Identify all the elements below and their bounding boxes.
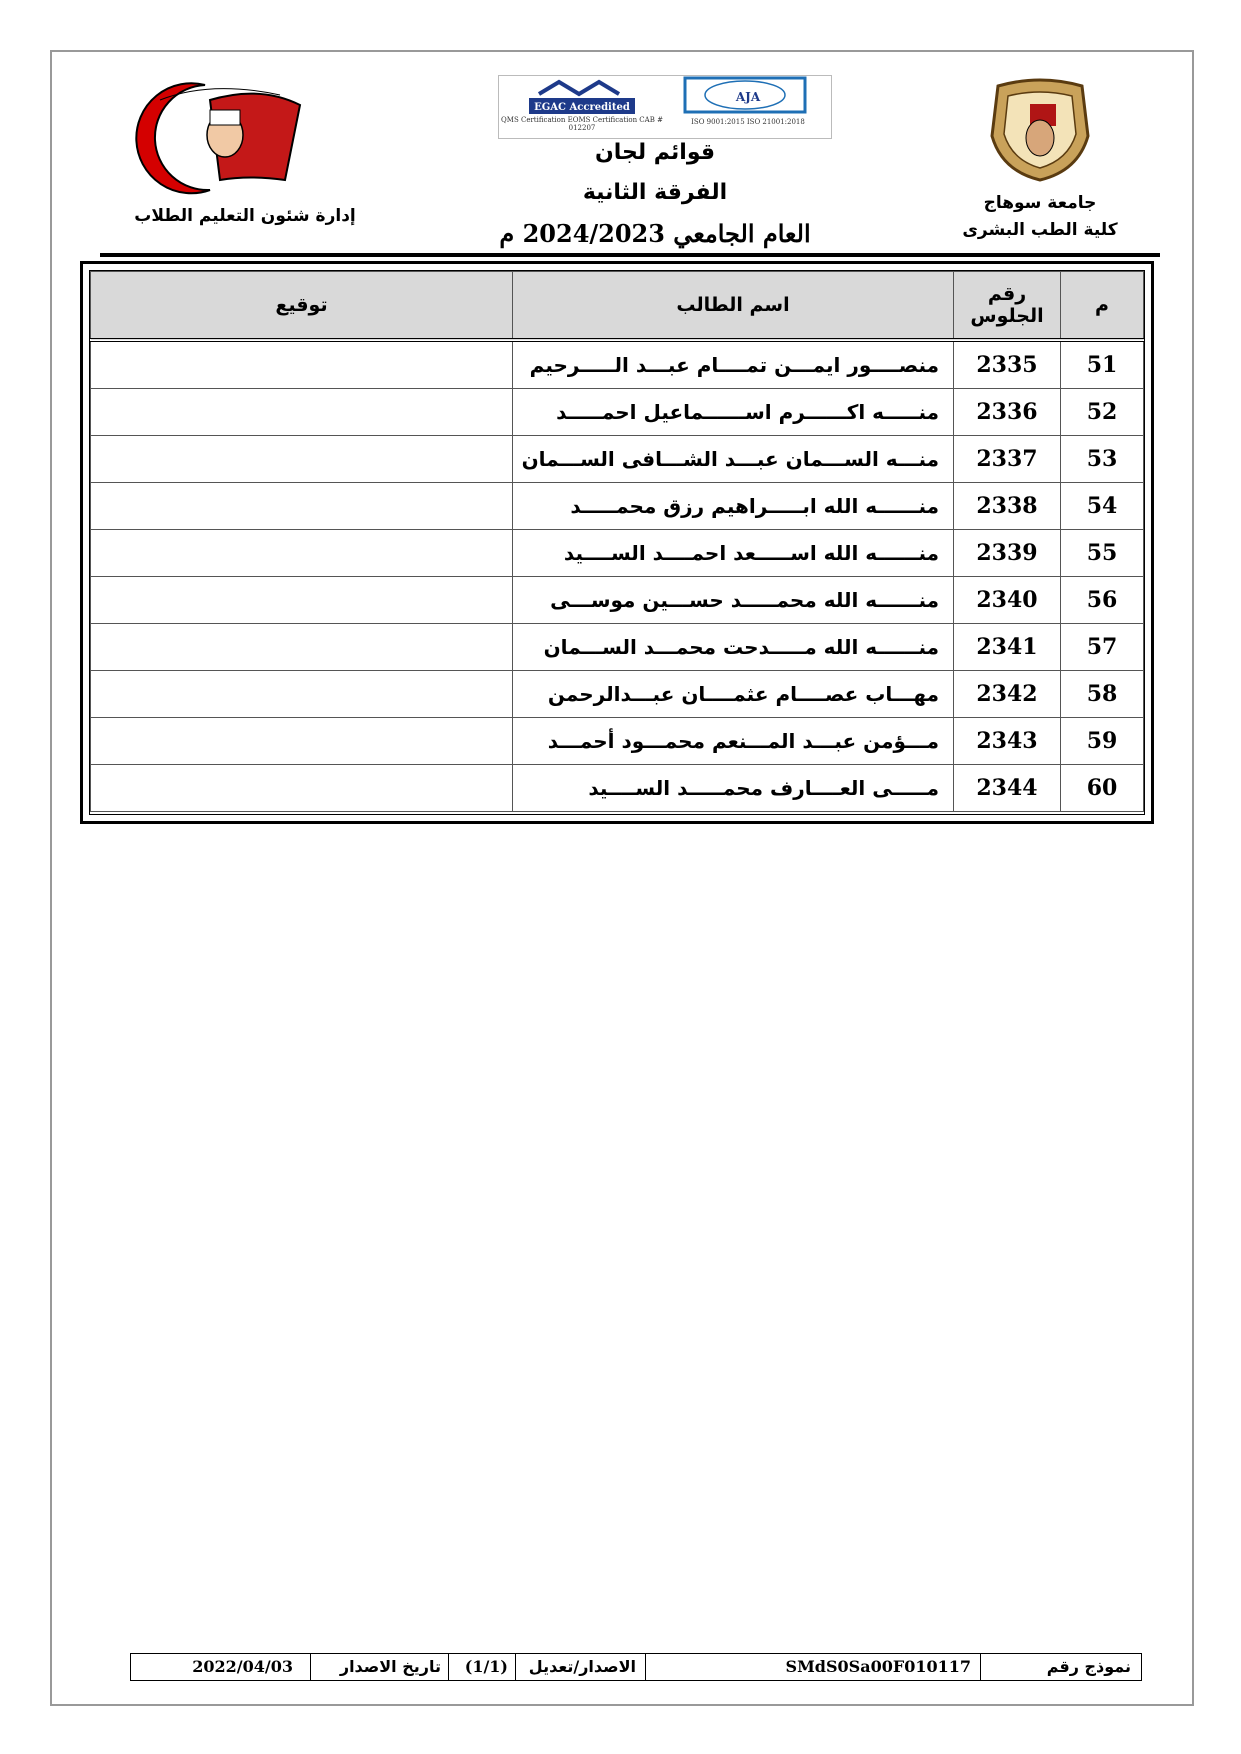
row-seat-number: 2343 xyxy=(954,718,1061,765)
row-student-name: مهـــاب عصــــام عثمــــان عبـــدالرحمن xyxy=(513,671,954,718)
row-serial: 55 xyxy=(1061,530,1144,577)
aja-text: AJA xyxy=(735,90,761,104)
footer-separator xyxy=(448,1654,449,1680)
table-row xyxy=(91,765,1144,812)
footer-separator xyxy=(645,1654,646,1680)
row-serial: 53 xyxy=(1061,436,1144,483)
table-row xyxy=(91,718,1144,765)
row-signature xyxy=(91,389,513,436)
row-signature xyxy=(91,436,513,483)
row-seat-number: 2341 xyxy=(954,624,1061,671)
table-row xyxy=(91,389,1144,436)
certification-logos xyxy=(498,75,832,139)
row-serial: 56 xyxy=(1061,577,1144,624)
row-student-name: مـــــى العــــارف محمـــــد الســــيد xyxy=(513,765,954,812)
aja-small: ISO 9001:2015 ISO 21001:2018 xyxy=(691,118,805,126)
row-seat-number: 2340 xyxy=(954,577,1061,624)
university-name: جامعة سوهاج xyxy=(983,193,1097,213)
row-serial: 51 xyxy=(1061,340,1144,389)
page-title: قوائم لجان xyxy=(594,140,716,165)
row-signature xyxy=(91,530,513,577)
table-row xyxy=(91,671,1144,718)
row-serial: 54 xyxy=(1061,483,1144,530)
egac-text: EGAC Accredited xyxy=(534,102,630,113)
row-seat-number: 2335 xyxy=(954,340,1061,389)
egac-logo xyxy=(499,76,665,138)
table-row xyxy=(91,624,1144,671)
row-student-name: منـــه الســـمان عبـــد الشـــافى الســـمان xyxy=(513,436,954,483)
row-seat-number: 2339 xyxy=(954,530,1061,577)
row-student-name: منــــــه الله مـــــدحت محمـــد الســـمان xyxy=(513,624,954,671)
table-row xyxy=(91,483,1144,530)
row-signature xyxy=(91,577,513,624)
row-student-name: منــــــه الله ابـــــراهيم رزق محمـــــد xyxy=(513,483,954,530)
issue-date-label: تاريخ الاصدار xyxy=(339,1657,441,1676)
row-signature xyxy=(91,765,513,812)
col-serial-header: م xyxy=(1061,272,1144,341)
dept-name: إدارة شئون التعليم الطلاب xyxy=(134,206,356,226)
row-student-name: مـــؤمن عبـــد المـــنعم محمـــود أحمـــد xyxy=(513,718,954,765)
col-seat-header: رقم الجلوس xyxy=(954,272,1061,341)
table-row xyxy=(91,577,1144,624)
issue-label: الاصدار/تعديل xyxy=(528,1657,636,1676)
col-signature-header: توقيع xyxy=(91,272,513,341)
row-student-name: منـــــه اكــــــرم اســــــماعيل احمـــــد xyxy=(513,389,954,436)
year-level: الفرقة الثانية xyxy=(582,180,728,205)
egac-small: QMS Certification EOMS Certification CAB # 012207 xyxy=(501,116,663,132)
row-seat-number: 2342 xyxy=(954,671,1061,718)
issue-date: 2022/04/03 xyxy=(192,1657,293,1676)
row-signature xyxy=(91,671,513,718)
table-row xyxy=(91,436,1144,483)
row-seat-number: 2337 xyxy=(954,436,1061,483)
footer-separator xyxy=(310,1654,311,1680)
col-name-header: اسم الطالب xyxy=(513,272,954,341)
faculty-name: كلية الطب البشرى xyxy=(962,220,1118,240)
university-logo xyxy=(978,76,1102,184)
row-student-name: منــــــه الله محمـــــد حســـين موســـى xyxy=(513,577,954,624)
footer-separator xyxy=(980,1654,981,1680)
row-serial: 59 xyxy=(1061,718,1144,765)
row-seat-number: 2336 xyxy=(954,389,1061,436)
table-row xyxy=(91,340,1144,389)
students-table xyxy=(90,271,1144,812)
row-student-name: منــــــه الله اســـــعد احمــــد الســــيد xyxy=(513,530,954,577)
faculty-logo xyxy=(110,80,310,195)
academic-year: العام الجامعي 2024/2023 م xyxy=(499,219,811,248)
row-signature xyxy=(91,718,513,765)
row-serial: 58 xyxy=(1061,671,1144,718)
row-serial: 57 xyxy=(1061,624,1144,671)
form-footer xyxy=(130,1653,1142,1681)
header-divider xyxy=(100,253,1160,257)
table-header-row xyxy=(91,272,1144,341)
row-student-name: منصــــور ايمـــن تمــــام عبـــد الـــــرحيم xyxy=(513,340,954,389)
row-seat-number: 2344 xyxy=(954,765,1061,812)
row-signature xyxy=(91,624,513,671)
row-signature xyxy=(91,340,513,389)
aja-logo xyxy=(665,76,831,138)
row-serial: 60 xyxy=(1061,765,1144,812)
form-number: SMdS0Sa00F010117 xyxy=(785,1657,971,1676)
row-seat-number: 2338 xyxy=(954,483,1061,530)
row-signature xyxy=(91,483,513,530)
issue-value: (1/1) xyxy=(464,1657,508,1676)
committee-table xyxy=(80,261,1154,824)
form-number-label: نموذج رقم xyxy=(1046,1657,1131,1676)
row-serial: 52 xyxy=(1061,389,1144,436)
table-row xyxy=(91,530,1144,577)
footer-separator xyxy=(515,1654,516,1680)
